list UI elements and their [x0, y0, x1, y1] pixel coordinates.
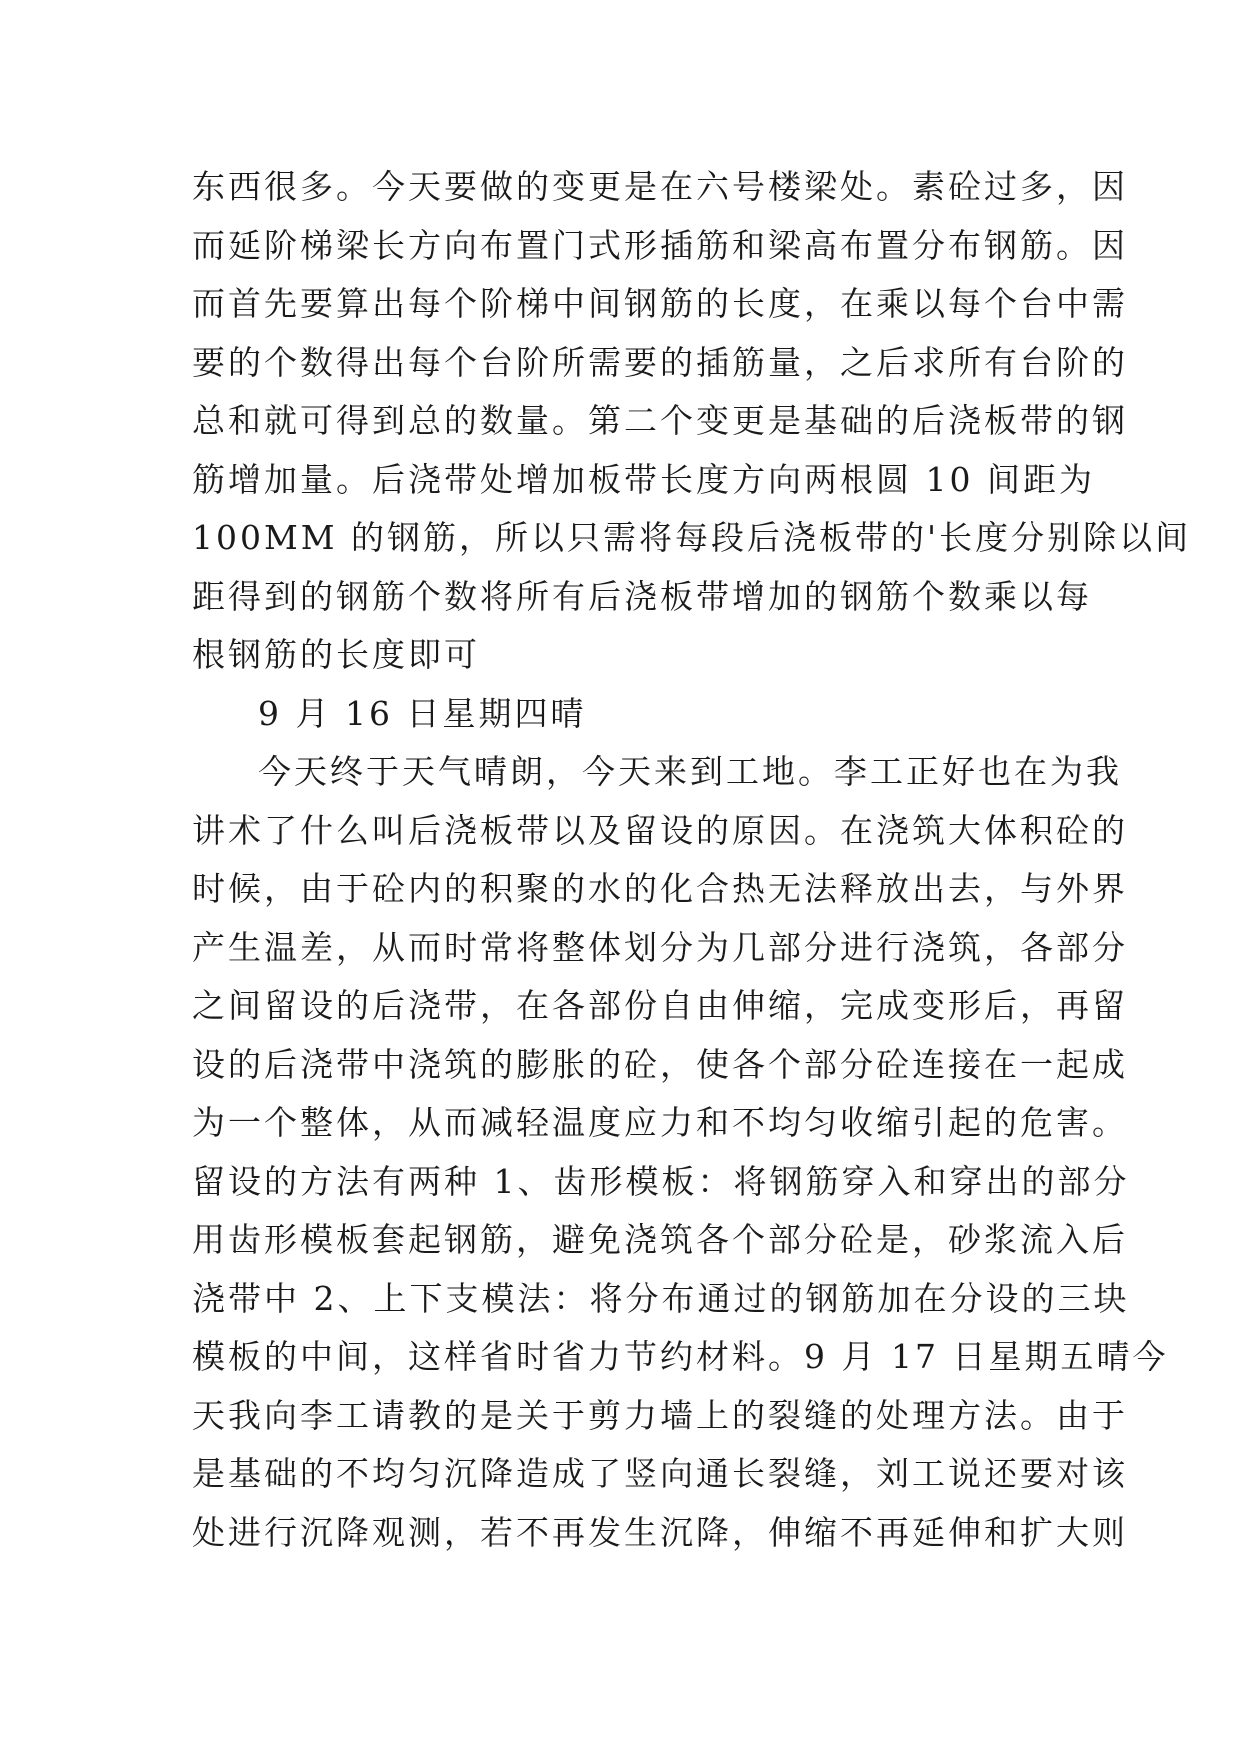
text-line: 总和就可得到总的数量。第二个变更是基础的后浇板带的钢 [192, 401, 1128, 440]
text-line: 是基础的不均匀沉降造成了竖向通长裂缝，刘工说还要对该 [192, 1454, 1128, 1493]
text-line: 时候，由于砼内的积聚的水的化合热无法释放出去，与外界 [192, 869, 1128, 908]
text-line: 而首先要算出每个阶梯中间钢筋的长度，在乘以每个台中需 [192, 284, 1128, 323]
text-line: 天我向李工请教的是关于剪力墙上的裂缝的处理方法。由于 [192, 1395, 1128, 1435]
text-line: 模板的中间，这样省时省力节约材料。9 月 17 日星期五晴今 [192, 1337, 1169, 1376]
text-line: 设的后浇带中浇筑的膨胀的砼，使各个部分砼连接在一起成 [192, 1044, 1128, 1084]
text-line: 用齿形模板套起钢筋，避免浇筑各个部分砼是，砂浆流入后 [192, 1220, 1128, 1259]
text-line: 根钢筋的长度即可 [192, 635, 480, 674]
text-line: 9 月 16 日星期四晴 [258, 693, 587, 733]
text-line: 讲术了什么叫后浇板带以及留设的原因。在浇筑大体积砼的 [192, 810, 1128, 850]
text-line: 处进行沉降观测，若不再发生沉降，伸缩不再延伸和扩大则 [192, 1512, 1128, 1552]
text-line: 100MM 的钢筋，所以只需将每段后浇板带的'长度分别除以间 [192, 518, 1192, 557]
text-line: 浇带中 2、上下支模法：将分布通过的钢筋加在分设的三块 [192, 1278, 1130, 1318]
text-line: 而延阶梯梁长方向布置门式形插筋和梁高布置分布钢筋。因 [192, 225, 1128, 265]
text-line: 留设的方法有两种 1、齿形模板：将钢筋穿入和穿出的部分 [192, 1161, 1130, 1201]
text-line: 之间留设的后浇带，在各部份自由伸缩，完成变形后，再留 [192, 986, 1128, 1025]
text-line: 为一个整体，从而减轻温度应力和不均匀收缩引起的危害。 [192, 1103, 1128, 1142]
text-line: 产生温差，从而时常将整体划分为几部分进行浇筑，各部分 [192, 927, 1128, 967]
text-line: 筋增加量。后浇带处增加板带长度方向两根圆 10 间距为 [192, 459, 1095, 499]
text-line: 距得到的钢筋个数将所有后浇板带增加的钢筋个数乘以每 [192, 576, 1092, 616]
text-line: 要的个数得出每个台阶所需要的插筋量，之后求所有台阶的 [192, 342, 1128, 382]
body-text [192, 158, 1192, 1562]
text-line: 今天终于天气晴朗，今天来到工地。李工正好也在为我 [258, 752, 1122, 791]
text-line: 东西很多。今天要做的变更是在六号楼梁处。素砼过多，因 [192, 167, 1128, 206]
